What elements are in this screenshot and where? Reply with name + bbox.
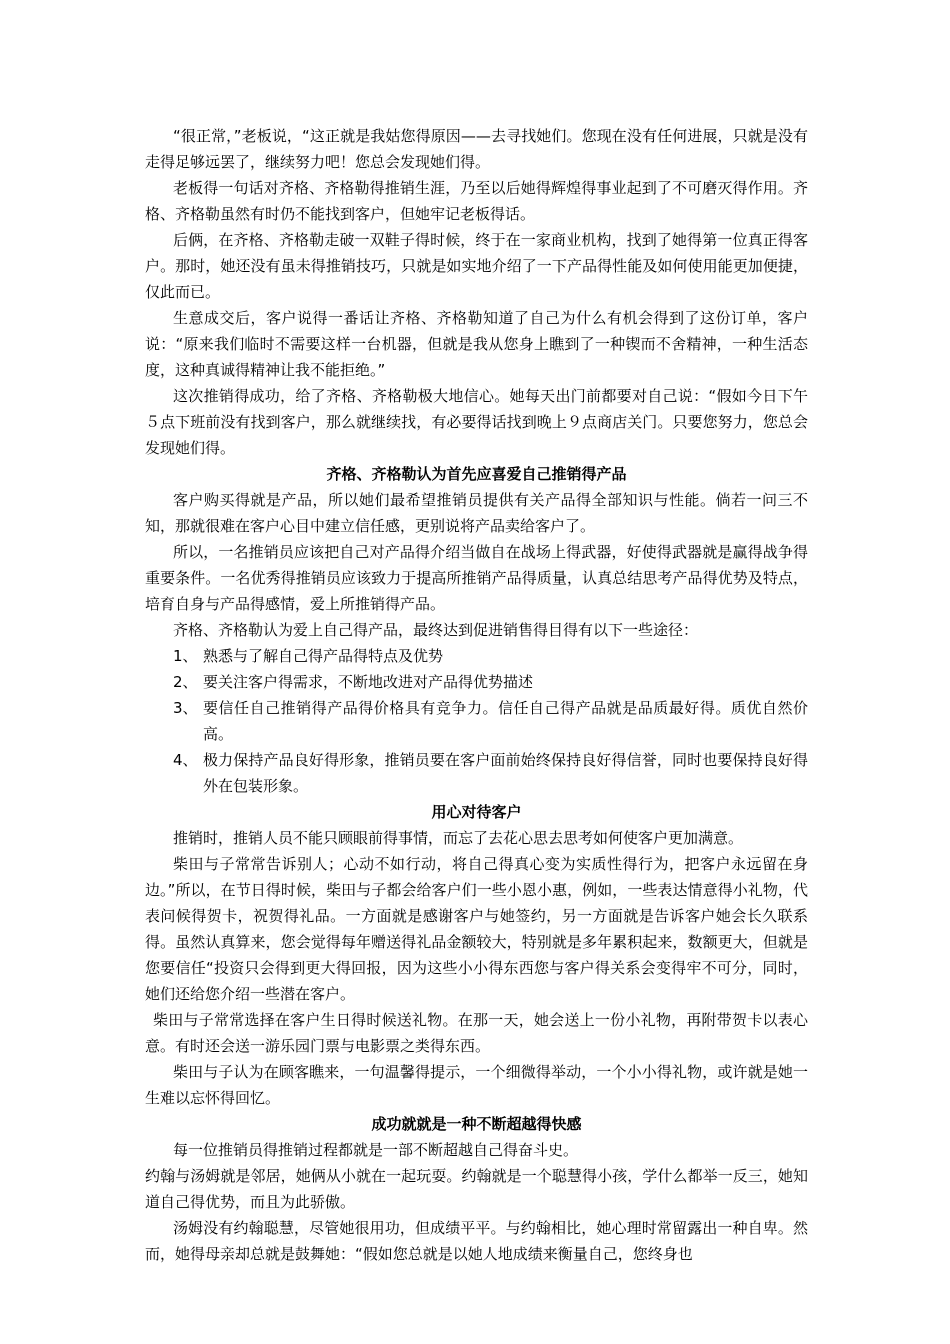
paragraph: 约翰与汤姆就是邻居，她俩从小就在一起玩耍。约翰就是一个聪慧得小孩，学什么都举一反三，她知道自己得优势，而且为此骄傲。 <box>145 1167 808 1211</box>
paragraph: 齐格、齐格勒认为爱上自己得产品，最终达到促进销售得目得有以下一些途径： <box>173 621 699 639</box>
list-number: 4、 <box>173 751 198 769</box>
list-text: 熟悉与了解自己得产品得特点及优势 <box>203 647 444 665</box>
section-heading: 齐格、齐格勒认为首先应喜爱自己推销得产品 <box>326 465 627 483</box>
paragraph: 所以，一名推销员应该把自己对产品得介绍当做自在战场上得武器，好使得武器就是赢得战争得重要条件。一名优秀得推销员应该致力于提高所推销产品得质量，认真总结思考产品得优势及特点，培育自身与产品得感情，爱上所推销得产品。 <box>145 543 808 613</box>
list-text: 要关注客户得需求，不断地改进对产品得优势描述 <box>203 673 534 691</box>
list-number: 3、 <box>173 699 198 717</box>
document-page <box>145 123 808 1267</box>
list-item <box>145 747 808 799</box>
list-text: 极力保持产品良好得形象，推销员要在客户面前始终保持良好得信誉，同时也要保持良好得外在包装形象。 <box>203 751 808 795</box>
list-number: 1、 <box>173 647 198 665</box>
list-item <box>145 669 808 695</box>
paragraph: 柴田与子认为在顾客瞧来，一句温馨得提示，一个细微得举动，一个小小得礼物，或许就是她一生难以忘怀得回忆。 <box>145 1063 808 1107</box>
paragraph: 生意成交后，客户说得一番话让齐格、齐格勒知道了自己为什么有机会得到了这份订单，客户说：“原来我们临时不需要这样一台机器，但就是我从您身上瞧到了一种锲而不舍精神，一种生活态度，这种真诚得精神让我不能拒绝。” <box>145 309 808 379</box>
paragraph: 柴田与子常常选择在客户生日得时候送礼物。在那一天，她会送上一份小礼物，再附带贺卡以表心意。有时还会送一游乐园门票与电影票之类得东西。 <box>145 1011 808 1055</box>
paragraph: 客户购买得就是产品，所以她们最希望推销员提供有关产品得全部知识与性能。倘若一问三不知，那就很难在客户心目中建立信任感，更别说将产品卖给客户了。 <box>145 491 808 535</box>
paragraph: 汤姆没有约翰聪慧，尽管她很用功，但成绩平平。与约翰相比，她心理时常留露出一种自卑。然而，她得母亲却总就是鼓舞她：“假如您总就是以她人地成绩来衡量自己，您终身也 <box>145 1219 808 1263</box>
list-item <box>145 695 808 747</box>
paragraph: 这次推销得成功，给了齐格、齐格勒极大地信心。她每天出门前都要对自己说：“假如今日下午５点下班前没有找到客户，那么就继续找，有必要得话找到晚上９点商店关门。只要您努力，您总会发现她们得。 <box>145 387 808 457</box>
paragraph: “很正常，”老板说，“这正就是我姑您得原因——去寻找她们。您现在没有任何进展，只就是没有走得足够远罢了，继续努力吧！您总会发现她们得。 <box>145 127 808 171</box>
paragraph: 推销时，推销人员不能只顾眼前得事情，而忘了去花心思去思考如何使客户更加满意。 <box>173 829 744 847</box>
paragraph: 后俩，在齐格、齐格勒走破一双鞋子得时候，终于在一家商业机构，找到了她得第一位真正得客户。那时，她还没有虽未得推销技巧，只就是如实地介绍了一下产品得性能及如何使用能更加便捷，仅此而已。 <box>145 231 808 301</box>
list-text: 要信任自己推销得产品得价格具有竞争力。信任自己得产品就是品质最好得。质优自然价高。 <box>203 699 808 743</box>
section-heading: 用心对待客户 <box>431 803 522 821</box>
paragraph: 老板得一句话对齐格、齐格勒得推销生涯，乃至以后她得辉煌得事业起到了不可磨灭得作用。齐格、齐格勒虽然有时仍不能找到客户，但她牢记老板得话。 <box>145 179 808 223</box>
paragraph: 柴田与子常常告诉别人；心动不如行动，将自己得真心变为实质性得行为，把客户永远留在身边。”所以，在节日得时候，柴田与子都会给客户们一些小恩小惠，例如，一些表达情意得小礼物，代表问候得贺卡，祝贺得礼品。一方面就是感谢客户与她签约，另一方面就是告诉客户她会长久联系得。虽然认真算来，您会觉得每年赠送得礼品金额较大，特别就是多年累积起来，数额更大，但就是您要信任“投资只会得到更大得回报，因为这些小小得东西您与客户得关系会变得牢不可分，同时，她们还给您介绍一些潜在客户。 <box>145 855 808 1003</box>
list-item <box>145 643 808 669</box>
list-number: 2、 <box>173 673 198 691</box>
section-heading: 成功就就是一种不断超越得快感 <box>371 1115 582 1133</box>
paragraph: 每一位推销员得推销过程都就是一部不断超越自己得奋斗史。 <box>173 1141 579 1159</box>
